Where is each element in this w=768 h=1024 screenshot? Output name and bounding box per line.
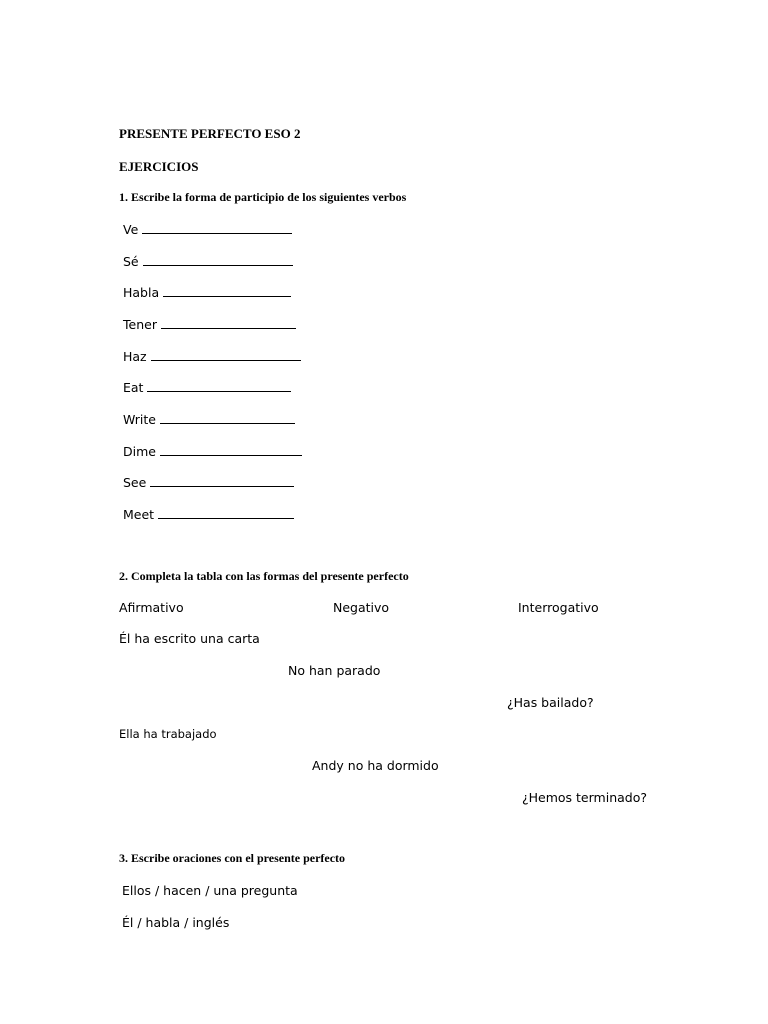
answer-blank[interactable] <box>147 381 291 392</box>
verb-item: Ve <box>123 222 292 237</box>
table-entry: ¿Hemos terminado? <box>522 790 647 805</box>
table-entry: Andy no ha dormido <box>312 758 439 773</box>
verb-item: Tener <box>123 317 296 332</box>
sentence-prompt: Ellos / hacen / una pregunta <box>122 883 298 898</box>
verb-item: Habla <box>123 285 291 300</box>
answer-blank[interactable] <box>163 286 291 297</box>
answer-blank[interactable] <box>142 223 292 234</box>
table-entry: ¿Has bailado? <box>507 695 594 710</box>
verb-item: Meet <box>123 507 294 522</box>
page-title: PRESENTE PERFECTO ESO 2 <box>119 126 301 141</box>
column-header-interrogative: Interrogativo <box>518 600 599 615</box>
answer-blank[interactable] <box>150 476 294 487</box>
column-header-negative: Negativo <box>333 600 390 615</box>
answer-blank[interactable] <box>143 255 293 266</box>
answer-blank[interactable] <box>158 508 294 519</box>
exercise-3-heading: 3. Escribe oraciones con el presente perfecto <box>119 851 346 865</box>
verb-item: Dime <box>123 444 302 459</box>
answer-blank[interactable] <box>151 350 301 361</box>
table-entry: Ella ha trabajado <box>119 727 217 741</box>
verb-item: Eat <box>123 380 291 395</box>
answer-blank[interactable] <box>160 445 302 456</box>
answer-blank[interactable] <box>161 318 296 329</box>
table-entry: No han parado <box>288 663 381 678</box>
column-header-affirmative: Afirmativo <box>119 600 184 615</box>
section-title: EJERCICIOS <box>119 159 199 174</box>
sentence-prompt: Él / habla / inglés <box>122 915 230 930</box>
verb-item: See <box>123 475 294 490</box>
answer-blank[interactable] <box>160 413 295 424</box>
verb-item: Haz <box>123 349 301 364</box>
table-entry: Él ha escrito una carta <box>119 631 260 646</box>
exercise-1-heading: 1. Escribe la forma de participio de los siguientes verbos <box>119 190 407 204</box>
verb-item: Write <box>123 412 295 427</box>
exercise-2-heading: 2. Completa la tabla con las formas del presente perfecto <box>119 569 409 583</box>
verb-item: Sé <box>123 254 293 269</box>
